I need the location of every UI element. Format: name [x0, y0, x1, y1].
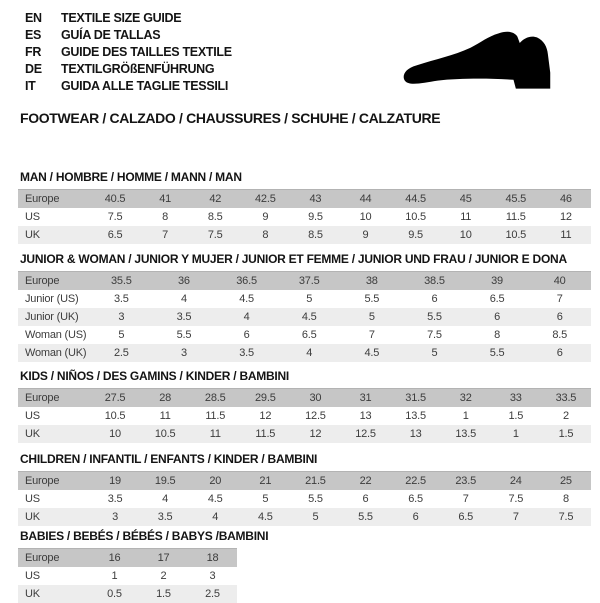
table-row	[18, 567, 237, 585]
table-row	[18, 290, 591, 308]
section-title: BABIES / BEBÉS / BÉBÉS / BABYS /BAMBINI	[20, 529, 269, 543]
language-row	[25, 43, 232, 60]
size-table-kids	[18, 388, 591, 443]
size-cell: 1	[462, 410, 469, 422]
size-cell: 5.5	[427, 311, 442, 323]
size-cell: 7	[162, 229, 169, 241]
language-row	[25, 9, 232, 26]
size-cell: 4	[212, 511, 219, 523]
language-row	[25, 60, 232, 77]
size-section-junior-woman	[18, 252, 591, 362]
table-row	[18, 407, 591, 425]
size-cell: 3	[112, 511, 118, 523]
size-cell: 3	[118, 311, 125, 323]
language-code: EN	[25, 10, 42, 25]
size-cell: 10.5	[405, 211, 426, 223]
size-cell: 3.5	[176, 311, 192, 323]
size-cell: 10.5	[154, 428, 176, 440]
table-row	[18, 425, 591, 443]
size-cell: 36	[178, 275, 190, 287]
language-code: FR	[25, 44, 42, 59]
size-cell: 6.5	[301, 329, 317, 341]
row-label: Europe	[25, 275, 60, 287]
row-label: Woman (US)	[25, 329, 87, 341]
size-cell: 20	[209, 475, 222, 487]
size-cell: 12	[309, 428, 322, 440]
size-section-kids	[18, 369, 591, 443]
table-row	[18, 508, 591, 526]
size-cell: 38	[365, 275, 378, 287]
size-cell: 39	[491, 275, 503, 287]
row-label: US	[25, 211, 40, 223]
language-row	[25, 26, 232, 43]
size-cell: 31	[359, 392, 372, 404]
size-cell: 40	[553, 275, 566, 287]
size-cell: 33	[509, 392, 522, 404]
row-label: Europe	[25, 193, 60, 205]
size-cell: 7.5	[207, 229, 223, 241]
size-cell: 25	[560, 475, 572, 487]
size-cell: 35.5	[111, 275, 132, 287]
size-table-junior-woman	[18, 271, 591, 362]
size-cell: 5	[368, 311, 375, 323]
row-label: Europe	[25, 552, 60, 564]
size-cell: 10	[459, 229, 472, 241]
category-title: FOOTWEAR / CALZADO / CHAUSSURES / SCHUHE / CALZATURE	[20, 110, 441, 126]
size-cell: 9.5	[408, 229, 423, 241]
size-cell: 5	[118, 329, 125, 341]
table-header-row	[18, 389, 591, 408]
row-label: US	[25, 493, 40, 505]
size-cell: 6	[556, 347, 563, 359]
size-cell: 1.5	[508, 410, 524, 422]
table-header-row	[18, 472, 591, 491]
size-cell: 7	[556, 293, 563, 305]
language-label: TEXTILGRÖßENFÜHRUNG	[61, 61, 215, 76]
size-cell: 13	[409, 428, 422, 440]
size-cell: 6	[431, 293, 438, 305]
size-cell: 5	[262, 493, 269, 505]
size-cell: 0.5	[107, 588, 122, 600]
size-section-babies	[18, 529, 591, 603]
size-cell: 9.5	[308, 211, 323, 223]
size-cell: 6.5	[458, 511, 474, 523]
section-title: MAN / HOMBRE / HOMME / MANN / MAN	[20, 170, 242, 184]
size-cell: 28.5	[204, 392, 226, 404]
language-code: IT	[25, 78, 36, 93]
size-cell: 5.5	[176, 329, 192, 341]
row-label: Junior (US)	[25, 293, 79, 305]
size-cell: 3	[209, 570, 216, 582]
size-cell: 32	[459, 392, 472, 404]
row-label: Europe	[25, 475, 60, 487]
table-row	[18, 326, 591, 344]
size-cell: 4.5	[207, 493, 223, 505]
size-cell: 6	[556, 311, 563, 323]
size-cell: 10	[109, 428, 121, 440]
size-cell: 30	[309, 392, 322, 404]
size-cell: 10.5	[104, 410, 126, 422]
size-cell: 33.5	[555, 392, 577, 404]
size-cell: 45	[459, 193, 472, 205]
size-cell: 29.5	[255, 392, 276, 404]
size-cell: 44	[359, 193, 372, 205]
size-cell: 11.5	[505, 211, 526, 223]
size-cell: 42	[209, 193, 222, 205]
size-cell: 31.5	[405, 392, 426, 404]
row-label: UK	[25, 229, 40, 241]
size-cell: 8	[262, 229, 269, 241]
table-header-row	[18, 549, 237, 568]
size-cell: 7.5	[558, 511, 574, 523]
size-cell: 11.5	[205, 410, 226, 422]
size-table-children	[18, 471, 591, 526]
size-cell: 44.5	[405, 193, 426, 205]
size-cell: 4	[162, 493, 169, 505]
size-cell: 6	[412, 511, 419, 523]
section-title: JUNIOR & WOMAN / JUNIOR Y MUJER / JUNIOR ET FEMME / JUNIOR UND FRAU / JUNIOR E DONA	[20, 252, 567, 266]
size-section-children	[18, 452, 591, 526]
size-cell: 42.5	[255, 193, 276, 205]
size-cell: 12.5	[355, 428, 376, 440]
size-section-man	[18, 170, 591, 244]
size-cell: 8	[162, 211, 169, 223]
size-cell: 19.5	[154, 475, 176, 487]
size-cell: 3.5	[107, 493, 123, 505]
size-cell: 21.5	[305, 475, 326, 487]
language-list	[25, 9, 232, 94]
size-tables	[18, 170, 591, 603]
table-header-row	[18, 272, 591, 291]
size-cell: 8	[562, 493, 569, 505]
size-cell: 1	[111, 570, 118, 582]
row-label: US	[25, 570, 40, 582]
size-cell: 8.5	[308, 229, 323, 241]
language-code: DE	[25, 61, 42, 76]
size-cell: 3.5	[113, 293, 129, 305]
size-cell: 7	[512, 511, 519, 523]
size-cell: 7.5	[107, 211, 123, 223]
size-cell: 3	[180, 347, 187, 359]
size-cell: 7.5	[508, 493, 524, 505]
size-cell: 8.5	[207, 211, 223, 223]
size-cell: 1.5	[156, 588, 171, 600]
size-cell: 6	[243, 329, 250, 341]
size-cell: 4.5	[301, 311, 317, 323]
size-cell: 19	[109, 475, 121, 487]
size-cell: 16	[108, 552, 121, 564]
size-cell: 18	[206, 552, 219, 564]
table-row	[18, 226, 591, 244]
size-cell: 13.5	[455, 428, 476, 440]
size-cell: 22	[359, 475, 372, 487]
size-cell: 21	[259, 475, 272, 487]
size-cell: 4	[306, 347, 313, 359]
language-label: TEXTILE SIZE GUIDE	[61, 10, 182, 25]
size-cell: 43	[309, 193, 322, 205]
size-cell: 4.5	[257, 511, 273, 523]
size-cell: 2.5	[113, 347, 129, 359]
size-cell: 45.5	[505, 193, 527, 205]
size-cell: 5	[312, 511, 319, 523]
size-cell: 8	[494, 329, 501, 341]
size-cell: 12	[259, 410, 272, 422]
size-cell: 12.5	[305, 410, 326, 422]
size-cell: 11.5	[255, 428, 276, 440]
size-cell: 2.5	[205, 588, 220, 600]
size-cell: 2	[160, 570, 167, 582]
shoe-icon	[397, 31, 569, 95]
size-cell: 27.5	[104, 392, 126, 404]
size-cell: 37.5	[298, 275, 320, 287]
row-label: Europe	[25, 392, 60, 404]
size-cell: 36.5	[236, 275, 257, 287]
size-cell: 3.5	[239, 347, 254, 359]
language-label: GUIDE DES TAILLES TEXTILE	[61, 44, 232, 59]
table-row	[18, 208, 591, 226]
size-cell: 4.5	[364, 347, 380, 359]
table-row	[18, 344, 591, 362]
size-cell: 11	[159, 410, 171, 422]
row-label: UK	[25, 588, 40, 600]
size-table-man	[18, 189, 591, 244]
size-cell: 6	[494, 311, 501, 323]
size-cell: 11	[209, 428, 221, 440]
size-cell: 11	[560, 229, 572, 241]
row-label: Junior (UK)	[25, 311, 79, 323]
language-code: ES	[25, 27, 42, 42]
size-cell: 11	[460, 211, 472, 223]
size-cell: 4.5	[239, 293, 254, 305]
row-label: Woman (UK)	[25, 347, 87, 359]
size-cell: 8.5	[552, 329, 568, 341]
size-cell: 9	[362, 229, 369, 241]
size-table-babies	[18, 548, 237, 603]
size-cell: 41	[159, 193, 172, 205]
size-cell: 5.5	[308, 493, 323, 505]
language-label: GUIDA ALLE TAGLIE TESSILI	[61, 78, 229, 93]
language-row	[25, 77, 232, 94]
size-cell: 4	[243, 311, 250, 323]
table-row	[18, 585, 237, 603]
size-cell: 5.5	[364, 293, 380, 305]
size-cell: 5	[431, 347, 438, 359]
section-title: KIDS / NIÑOS / DES GAMINS / KINDER / BAMBINI	[20, 369, 290, 383]
size-cell: 7	[462, 493, 469, 505]
size-cell: 46	[560, 193, 572, 205]
size-cell: 5	[306, 293, 313, 305]
size-cell: 23.5	[455, 475, 476, 487]
size-cell: 38.5	[424, 275, 445, 287]
size-cell: 28	[159, 392, 172, 404]
size-cell: 6.5	[489, 293, 505, 305]
size-cell: 7.5	[427, 329, 442, 341]
row-label: UK	[25, 428, 40, 440]
size-cell: 13	[359, 410, 372, 422]
size-cell: 7	[368, 329, 375, 341]
size-cell: 1.5	[558, 428, 574, 440]
size-cell: 40.5	[104, 193, 126, 205]
size-cell: 24	[509, 475, 522, 487]
size-cell: 12	[560, 211, 572, 223]
table-row	[18, 308, 591, 326]
language-label: GUÍA DE TALLAS	[61, 27, 161, 42]
table-header-row	[18, 190, 591, 209]
size-cell: 5.5	[358, 511, 373, 523]
size-cell: 10	[359, 211, 372, 223]
size-cell: 4	[180, 293, 187, 305]
size-cell: 22.5	[405, 475, 426, 487]
section-title: CHILDREN / INFANTIL / ENFANTS / KINDER / BAMBINI	[20, 452, 318, 466]
size-cell: 6	[362, 493, 369, 505]
row-label: UK	[25, 511, 40, 523]
size-cell: 6.5	[107, 229, 123, 241]
size-cell: 1	[512, 428, 519, 440]
table-row	[18, 490, 591, 508]
size-cell: 17	[157, 552, 170, 564]
size-cell: 5.5	[489, 347, 505, 359]
size-cell: 2	[562, 410, 569, 422]
row-label: US	[25, 410, 40, 422]
size-cell: 3.5	[157, 511, 173, 523]
size-cell: 6.5	[408, 493, 423, 505]
size-cell: 9	[262, 211, 269, 223]
size-cell: 13.5	[405, 410, 426, 422]
size-cell: 10.5	[505, 229, 527, 241]
